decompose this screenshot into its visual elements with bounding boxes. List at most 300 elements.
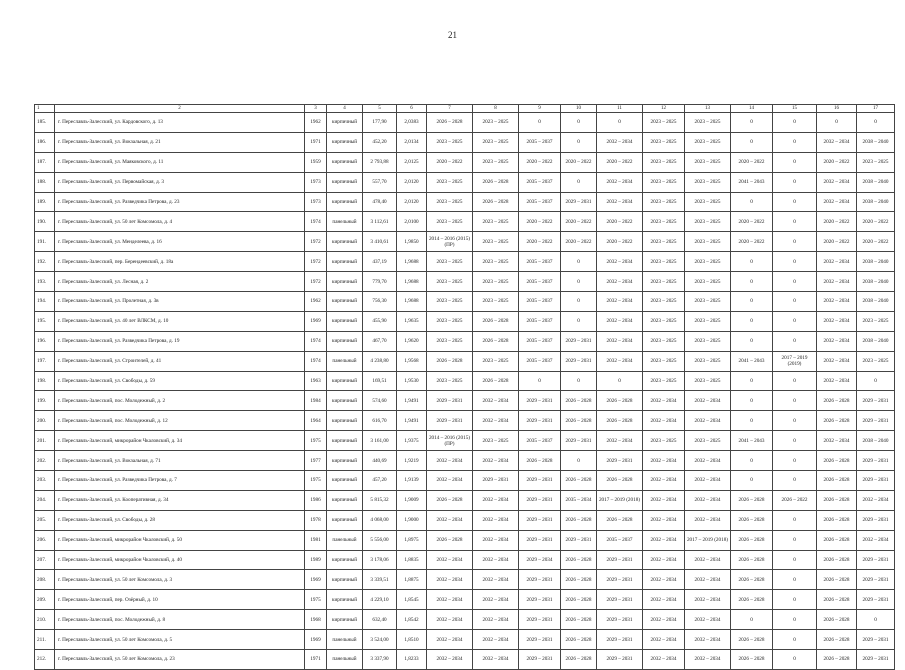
table-cell: 1972	[305, 272, 327, 292]
table-cell: 2032 – 2034	[473, 610, 519, 630]
table-cell: 457,20	[363, 471, 397, 491]
table-cell: 1986	[305, 490, 327, 510]
table-cell: 2035 – 2037	[519, 272, 561, 292]
table-cell: 2020 – 2022	[519, 212, 561, 232]
table-cell: 0	[773, 590, 817, 610]
table-cell: 3 161,00	[363, 431, 397, 451]
table-cell: 1,9688	[397, 272, 427, 292]
column-header: 1	[35, 105, 55, 113]
table-cell: 2029 – 2031	[597, 451, 643, 471]
table-cell: 2029 – 2031	[519, 510, 561, 530]
table-cell: 2026 – 2028	[561, 590, 597, 610]
table-cell: 0	[773, 411, 817, 431]
address-cell: г. Переславль-Залесский, ул. Разведчика Петрова, д. 7	[55, 471, 305, 491]
table-cell: 2032 – 2034	[685, 590, 731, 610]
table-cell: 452,20	[363, 132, 397, 152]
table-cell: 0	[773, 471, 817, 491]
address-cell: г. Переславль-Залесский, ул. Менделеева, д. 16	[55, 232, 305, 252]
table-cell: 2026 – 2028	[561, 391, 597, 411]
table-cell: 2026 – 2028	[817, 570, 857, 590]
table-cell: 1,8233	[397, 650, 427, 670]
table-cell: 2026 – 2028	[817, 650, 857, 670]
table-cell: 557,70	[363, 172, 397, 192]
table-cell: 2020 – 2022	[857, 212, 895, 232]
table-cell: 467,70	[363, 331, 397, 351]
table-cell: 2023 – 2025	[643, 292, 685, 312]
table-cell: 2026 – 2028	[473, 172, 519, 192]
table-cell: 0	[731, 471, 773, 491]
table-cell: 192.	[35, 252, 55, 272]
table-cell: 2023 – 2025	[685, 351, 731, 371]
table-cell: 2035 – 2037	[597, 530, 643, 550]
table-cell: 2023 – 2025	[473, 292, 519, 312]
table-cell: 2035 – 2037	[519, 252, 561, 272]
table-cell: 0	[561, 113, 597, 133]
table-cell: 0	[731, 132, 773, 152]
table-cell: 203.	[35, 471, 55, 491]
address-cell: г. Переславль-Залесский, микрорайон Чкаловский, д. 40	[55, 550, 305, 570]
table-cell: панельный	[327, 530, 363, 550]
table-cell: 1,8542	[397, 610, 427, 630]
table-cell: 1977	[305, 451, 327, 471]
table-cell: 2026 – 2028	[597, 510, 643, 530]
table-cell: 191.	[35, 232, 55, 252]
table-cell: 2023 – 2025	[427, 172, 473, 192]
table-cell: 2032 – 2034	[473, 570, 519, 590]
table-cell: 187.	[35, 152, 55, 172]
table-cell: 0	[773, 172, 817, 192]
table-cell: 2026 – 2028	[817, 411, 857, 431]
table-cell: 2029 – 2031	[519, 630, 561, 650]
table-cell: 1962	[305, 113, 327, 133]
table-cell: 2023 – 2025	[857, 152, 895, 172]
table-cell: 2023 – 2025	[685, 172, 731, 192]
table-cell: 2017 – 2019 (2018)	[685, 530, 731, 550]
table-cell: 0	[731, 451, 773, 471]
table-cell: 2023 – 2025	[643, 232, 685, 252]
table-cell: 207.	[35, 550, 55, 570]
table-cell: 1,8835	[397, 550, 427, 570]
table-cell: 185.	[35, 113, 55, 133]
table-cell: 1,9491	[397, 411, 427, 431]
table-cell: 2023 – 2025	[427, 132, 473, 152]
table-cell: 0	[519, 371, 561, 391]
table-cell: кирпичный	[327, 510, 363, 530]
table-cell: 1971	[305, 132, 327, 152]
table-cell: 2020 – 2022	[561, 152, 597, 172]
table-cell: 2026 – 2028	[817, 550, 857, 570]
table-cell: 2026 – 2028	[731, 490, 773, 510]
column-header: 6	[397, 105, 427, 113]
table-row	[35, 113, 895, 133]
table-cell: 1,8510	[397, 630, 427, 650]
table-cell: 2023 – 2025	[685, 331, 731, 351]
table-cell: 2023 – 2025	[427, 331, 473, 351]
table-cell: 2026 – 2028	[731, 650, 773, 670]
table-cell: 2029 – 2031	[519, 530, 561, 550]
table-cell: 189.	[35, 192, 55, 212]
table-cell: 2026 – 2028	[817, 490, 857, 510]
table-cell: 1,8545	[397, 590, 427, 610]
table-cell: 2023 – 2025	[427, 292, 473, 312]
table-cell: 2032 – 2034	[817, 331, 857, 351]
table-cell: 2038 – 2040	[857, 331, 895, 351]
table-cell: 2023 – 2025	[473, 252, 519, 272]
table-cell: 2032 – 2034	[643, 530, 685, 550]
table-cell: 1971	[305, 650, 327, 670]
table-cell: 2035 – 2037	[519, 311, 561, 331]
table-cell: 2026 – 2028	[427, 490, 473, 510]
table-cell: 2032 – 2034	[597, 192, 643, 212]
table-cell: 2029 – 2031	[519, 610, 561, 630]
table-cell: 2032 – 2034	[857, 530, 895, 550]
address-cell: г. Переславль-Залесский, микрорайон Чкаловский, д. 50	[55, 530, 305, 550]
table-cell: 2032 – 2034	[817, 431, 857, 451]
table-row	[35, 590, 895, 610]
table-cell: 2032 – 2034	[643, 471, 685, 491]
table-row	[35, 391, 895, 411]
table-cell: 2032 – 2034	[643, 630, 685, 650]
table-cell: 2035 – 2034	[561, 490, 597, 510]
table-row	[35, 371, 895, 391]
table-cell: 2026 – 2028	[561, 550, 597, 570]
table-cell: 2032 – 2034	[597, 272, 643, 292]
table-cell: 0	[731, 331, 773, 351]
table-cell: 2032 – 2034	[685, 570, 731, 590]
table-cell: 0	[773, 371, 817, 391]
table-cell: кирпичный	[327, 113, 363, 133]
table-cell: 202.	[35, 451, 55, 471]
table-cell: 0	[773, 132, 817, 152]
table-cell: 2032 – 2034	[473, 550, 519, 570]
table-cell: 4 238,80	[363, 351, 397, 371]
table-cell: 2026 – 2028	[817, 451, 857, 471]
table-cell: 632,40	[363, 610, 397, 630]
table-cell: 0	[519, 113, 561, 133]
table-cell: 2023 – 2025	[685, 192, 731, 212]
table-cell: 194.	[35, 292, 55, 312]
table-cell: 2029 – 2034	[519, 550, 561, 570]
table-row	[35, 212, 895, 232]
table-cell: 1974	[305, 212, 327, 232]
table-cell: 2020 – 2022	[597, 212, 643, 232]
table-cell: 0	[773, 431, 817, 451]
table-cell: 2,0120	[397, 172, 427, 192]
table-cell: 188.	[35, 172, 55, 192]
table-cell: 2041 – 2043	[731, 172, 773, 192]
table-cell: 200.	[35, 411, 55, 431]
table-cell: 0	[731, 252, 773, 272]
table-cell: 779,70	[363, 272, 397, 292]
table-cell: 204.	[35, 490, 55, 510]
table-cell: 2026 – 2028	[817, 510, 857, 530]
table-cell: 2032 – 2034	[473, 650, 519, 670]
table-cell: 1981	[305, 530, 327, 550]
table-cell: 0	[773, 510, 817, 530]
table-cell: 2032 – 2034	[685, 391, 731, 411]
table-cell: 2023 – 2025	[427, 192, 473, 212]
table-cell: 1,9375	[397, 431, 427, 451]
table-cell: 1,9530	[397, 371, 427, 391]
table-cell: 2032 – 2034	[427, 650, 473, 670]
table-cell: 2032 – 2034	[685, 650, 731, 670]
table-row	[35, 331, 895, 351]
table-cell: 0	[773, 192, 817, 212]
table-cell: 2032 – 2034	[427, 590, 473, 610]
table-cell: 0	[773, 152, 817, 172]
table-cell: 3 339,51	[363, 570, 397, 590]
table-cell: 756,30	[363, 292, 397, 312]
column-header: 8	[473, 105, 519, 113]
table-cell: 2023 – 2025	[685, 252, 731, 272]
table-cell: 2023 – 2025	[473, 351, 519, 371]
table-cell: 0	[597, 371, 643, 391]
table-cell: 2026 – 2028	[473, 371, 519, 391]
table-cell: 0	[773, 212, 817, 232]
table-cell: 2026 – 2028	[817, 471, 857, 491]
table-cell: 2026 – 2028	[597, 471, 643, 491]
table-cell: 1964	[305, 411, 327, 431]
address-cell: г. Переславль-Залесский, пос. Молодежный, д. 2	[55, 391, 305, 411]
table-cell: 1978	[305, 510, 327, 530]
table-cell: 2023 – 2025	[643, 311, 685, 331]
table-cell: 2032 – 2034	[817, 132, 857, 152]
table-cell: 0	[773, 113, 817, 133]
table-cell: 211.	[35, 630, 55, 650]
table-row	[35, 451, 895, 471]
table-cell: 2029 – 2031	[519, 471, 561, 491]
table-cell: 1969	[305, 630, 327, 650]
table-cell: 2038 – 2040	[857, 192, 895, 212]
address-cell: г. Переславль-Залесский, ул. Вокзальная, д. 71	[55, 451, 305, 471]
table-cell: 2,0383	[397, 113, 427, 133]
table-cell: 2026 – 2028	[561, 471, 597, 491]
table-cell: 1,9568	[397, 351, 427, 371]
table-cell: 2032 – 2034	[473, 490, 519, 510]
table-cell: 2029 – 2031	[597, 610, 643, 630]
column-header: 13	[685, 105, 731, 113]
table-cell: 2032 – 2034	[427, 610, 473, 630]
table-cell: 2029 – 2031	[561, 431, 597, 451]
column-header: 7	[427, 105, 473, 113]
table-cell: 2032 – 2034	[427, 451, 473, 471]
table-cell: 2023 – 2025	[685, 152, 731, 172]
table-cell: 2029 – 2031	[519, 570, 561, 590]
table-row	[35, 510, 895, 530]
table-cell: 0	[773, 331, 817, 351]
table-cell: 2023 – 2025	[685, 212, 731, 232]
table-cell: 2035 – 2037	[519, 351, 561, 371]
table-cell: 1959	[305, 152, 327, 172]
table-cell: панельный	[327, 630, 363, 650]
table-cell: кирпичный	[327, 252, 363, 272]
table-cell: 2035 – 2037	[519, 172, 561, 192]
table-cell: 1984	[305, 391, 327, 411]
table-cell: 2,0120	[397, 192, 427, 212]
table-cell: 574,60	[363, 391, 397, 411]
table-cell: 2023 – 2025	[473, 132, 519, 152]
table-cell: 197.	[35, 351, 55, 371]
table-cell: 616,70	[363, 411, 397, 431]
table-cell: 2032 – 2034	[597, 292, 643, 312]
table-cell: 2038 – 2040	[857, 272, 895, 292]
table-cell: 2032 – 2034	[817, 311, 857, 331]
table-row	[35, 232, 895, 252]
table-cell: 2023 – 2025	[643, 113, 685, 133]
table-cell: 2029 – 2031	[519, 490, 561, 510]
table-cell: 2020 – 2022	[561, 212, 597, 232]
table-cell: кирпичный	[327, 152, 363, 172]
table-cell: 0	[773, 391, 817, 411]
table-cell: 1,9491	[397, 391, 427, 411]
table-cell: 2032 – 2034	[643, 610, 685, 630]
table-cell: 1973	[305, 192, 327, 212]
table-cell: 2029 – 2031	[597, 550, 643, 570]
column-header: 9	[519, 105, 561, 113]
table-row	[35, 152, 895, 172]
table-cell: 2035 – 2037	[519, 431, 561, 451]
table-cell: 1975	[305, 471, 327, 491]
table-cell: 1989	[305, 550, 327, 570]
table-cell: 2032 – 2034	[643, 550, 685, 570]
table-cell: 2035 – 2037	[519, 192, 561, 212]
table-cell: 0	[561, 311, 597, 331]
table-cell: 2023 – 2025	[857, 351, 895, 371]
table-cell: 2029 – 2031	[561, 192, 597, 212]
table-cell: кирпичный	[327, 590, 363, 610]
column-header: 10	[561, 105, 597, 113]
table-cell: 1968	[305, 610, 327, 630]
table-cell: кирпичный	[327, 471, 363, 491]
table-cell: 2032 – 2034	[643, 590, 685, 610]
table-cell: 1975	[305, 590, 327, 610]
address-cell: г. Переславль-Залесский, пер. Берендеевский, д. 18а	[55, 252, 305, 272]
table-cell: 0	[561, 292, 597, 312]
table-row	[35, 650, 895, 670]
table-cell: 2026 – 2028	[561, 630, 597, 650]
table-cell: 2032 – 2034	[685, 490, 731, 510]
table-cell: 1974	[305, 351, 327, 371]
column-header: 12	[643, 105, 685, 113]
table-cell: 0	[561, 132, 597, 152]
table-cell: 2026 – 2028	[519, 451, 561, 471]
table-cell: 0	[597, 113, 643, 133]
table-cell: 2023 – 2025	[427, 371, 473, 391]
table-cell: 0	[561, 451, 597, 471]
table-cell: 4 229,10	[363, 590, 397, 610]
table-cell: 2029 – 2031	[561, 351, 597, 371]
table-cell: 2026 – 2028	[731, 510, 773, 530]
table-cell: 2038 – 2040	[857, 252, 895, 272]
table-cell: 1975	[305, 431, 327, 451]
table-cell: 2026 – 2028	[473, 311, 519, 331]
table-cell: панельный	[327, 650, 363, 670]
table-cell: 2032 – 2034	[685, 630, 731, 650]
table-row	[35, 252, 895, 272]
table-cell: 2020 – 2022	[597, 232, 643, 252]
table-cell: 2032 – 2034	[597, 331, 643, 351]
table-cell: 0	[857, 371, 895, 391]
table-cell: 2032 – 2034	[643, 650, 685, 670]
table-cell: 5 556,00	[363, 530, 397, 550]
table-cell: 2029 – 2031	[857, 570, 895, 590]
table-cell: 2032 – 2034	[427, 471, 473, 491]
table-row	[35, 192, 895, 212]
column-header: 16	[817, 105, 857, 113]
table-cell: 1,8975	[397, 530, 427, 550]
table-cell: 2032 – 2034	[685, 550, 731, 570]
table-cell: 0	[773, 451, 817, 471]
table-cell: 2020 – 2022	[519, 232, 561, 252]
table-cell: 2032 – 2034	[685, 510, 731, 530]
table-cell: 2020 – 2022	[731, 232, 773, 252]
table-cell: кирпичный	[327, 391, 363, 411]
table-cell: 2029 – 2031	[857, 451, 895, 471]
table-cell: 2017 – 2019 (2018)	[597, 490, 643, 510]
table-cell: 2029 – 2031	[561, 331, 597, 351]
table-cell: 2029 – 2031	[597, 570, 643, 590]
table-cell: 199.	[35, 391, 55, 411]
table-row	[35, 292, 895, 312]
table-cell: 2032 – 2034	[685, 411, 731, 431]
table-row	[35, 550, 895, 570]
table-cell: 2029 – 2031	[519, 411, 561, 431]
table-row	[35, 411, 895, 431]
table-cell: 2029 – 2031	[473, 471, 519, 491]
table-cell: 169,51	[363, 371, 397, 391]
table-cell: 2029 – 2031	[857, 590, 895, 610]
table-cell: 2029 – 2031	[597, 650, 643, 670]
table-cell: кирпичный	[327, 451, 363, 471]
table-cell: 2020 – 2022	[519, 152, 561, 172]
table-cell: 2023 – 2025	[643, 431, 685, 451]
table-cell: 2 793,88	[363, 152, 397, 172]
table-cell: 210.	[35, 610, 55, 630]
table-cell: 2032 – 2034	[427, 570, 473, 590]
table-cell: 2023 – 2025	[427, 311, 473, 331]
table-row	[35, 172, 895, 192]
table-cell: 2032 – 2034	[473, 411, 519, 431]
table-cell: 2041 – 2043	[731, 351, 773, 371]
table-cell: 1,9219	[397, 451, 427, 471]
table-cell: 2032 – 2034	[597, 132, 643, 152]
table-cell: кирпичный	[327, 490, 363, 510]
table-cell: панельный	[327, 212, 363, 232]
table-cell: 0	[561, 172, 597, 192]
table-cell: 3 524,00	[363, 630, 397, 650]
table-cell: 2032 – 2034	[817, 272, 857, 292]
table-cell: 0	[773, 252, 817, 272]
table-cell: 2023 – 2025	[857, 311, 895, 331]
table-cell: 1,9139	[397, 471, 427, 491]
table-cell: кирпичный	[327, 570, 363, 590]
table-cell: 2023 – 2025	[473, 272, 519, 292]
table-cell: 3 337,90	[363, 650, 397, 670]
table-cell: 2029 – 2031	[857, 391, 895, 411]
table-cell: 196.	[35, 331, 55, 351]
table-cell: 2038 – 2040	[857, 172, 895, 192]
table-cell: 2023 – 2025	[473, 232, 519, 252]
table-cell: 0	[773, 650, 817, 670]
table-cell: 2023 – 2025	[685, 132, 731, 152]
table-cell: 2032 – 2034	[643, 411, 685, 431]
table-cell: 440,69	[363, 451, 397, 471]
column-header: 3	[305, 105, 327, 113]
table-cell: 2026 – 2028	[817, 630, 857, 650]
table-cell: 2032 – 2034	[643, 570, 685, 590]
table-cell: кирпичный	[327, 610, 363, 630]
table-cell: 2026 – 2028	[731, 550, 773, 570]
